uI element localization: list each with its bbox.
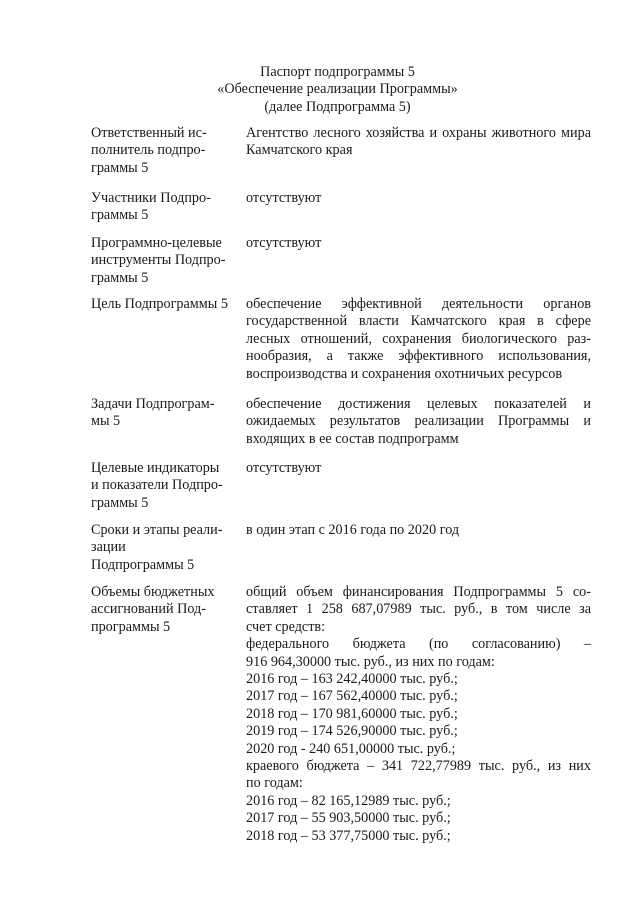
- row-label: Цель Подпрограммы 5: [91, 296, 228, 312]
- row-label: Объемы бюджетных ассигнований Под- программы 5: [91, 584, 215, 635]
- row-value: в один этап с 2016 года по 2020 год: [246, 522, 460, 538]
- row-value: обеспечение эффективной деятельности органов государственной власти Камчатского края в сфере лесных отношений, сохранения биологического раз-нообразия, а также эффективного использования, воспроизводства и сохранения охотничьих ресурсов: [246, 296, 591, 382]
- row-responsible-executor: [91, 125, 591, 177]
- budget-lines: [246, 584, 591, 845]
- row-goal: [91, 296, 591, 383]
- row-participants: [91, 190, 591, 225]
- title-line-3: (далее Подпрограмма 5): [264, 98, 411, 115]
- row-value: отсутствуют: [246, 235, 322, 251]
- budget-line: 2020 год - 240 651,00000 тыс. руб.;: [246, 740, 456, 757]
- row-target-indicators: [91, 460, 591, 512]
- budget-line: 2017 год – 167 562,40000 тыс. руб.;: [246, 688, 458, 705]
- row-label: Задачи Подпрограм- мы 5: [91, 396, 215, 430]
- budget-line: 2018 год – 53 377,75000 тыс. руб.;: [246, 827, 451, 844]
- row-budget: [91, 584, 591, 845]
- title-line-2: «Обеспечение реализации Программы»: [217, 81, 458, 98]
- row-value: обеспечение достижения целевых показателей и ожидаемых результатов реализации Программы и входящих в ее состав подпрограмм: [246, 396, 591, 447]
- budget-line: счет средств:: [246, 618, 326, 635]
- budget-line: 2018 год – 170 981,60000 тыс. руб.;: [246, 705, 458, 722]
- row-label: Целевые индикаторы и показатели Подпро- граммы 5: [91, 460, 223, 511]
- budget-line: 2017 год – 55 903,50000 тыс. руб.;: [246, 810, 451, 827]
- budget-line: 916 964,30000 тыс. руб., из них по годам:: [246, 653, 495, 670]
- row-value: Агентство лесного хозяйства и охраны животного мира Камчатского края: [246, 125, 591, 159]
- row-label: Сроки и этапы реали- зации Подпрограммы 5: [91, 522, 223, 573]
- budget-line: 2019 год – 174 526,90000 тыс. руб.;: [246, 723, 458, 740]
- budget-line: краевого бюджета – 341 722,77989 тыс. руб., из них: [246, 758, 591, 775]
- budget-line: ставляет 1 258 687,07989 тыс. руб., в том числе за: [246, 601, 591, 618]
- row-label: Программно-целевые инструменты Подпро- граммы 5: [91, 235, 226, 286]
- row-tasks: [91, 396, 591, 448]
- title-line-1: Паспорт подпрограммы 5: [260, 64, 415, 80]
- row-value: отсутствуют: [246, 190, 322, 206]
- row-label: Ответственный ис- полнитель подпро- граммы 5: [91, 125, 207, 176]
- row-program-instruments: [91, 235, 591, 287]
- passport-title: [0, 64, 639, 116]
- budget-line: 2016 год – 163 242,40000 тыс. руб.;: [246, 671, 458, 688]
- row-value: отсутствуют: [246, 460, 322, 476]
- row-timeline: [91, 522, 591, 574]
- budget-line: по годам:: [246, 775, 303, 792]
- budget-line: общий объем финансирования Подпрограммы 5 со-: [246, 584, 591, 600]
- budget-line: 2016 год – 82 165,12989 тыс. руб.;: [246, 792, 451, 809]
- row-label: Участники Подпро- граммы 5: [91, 190, 211, 224]
- budget-line: федерального бюджета (по согласованию) –: [246, 636, 591, 653]
